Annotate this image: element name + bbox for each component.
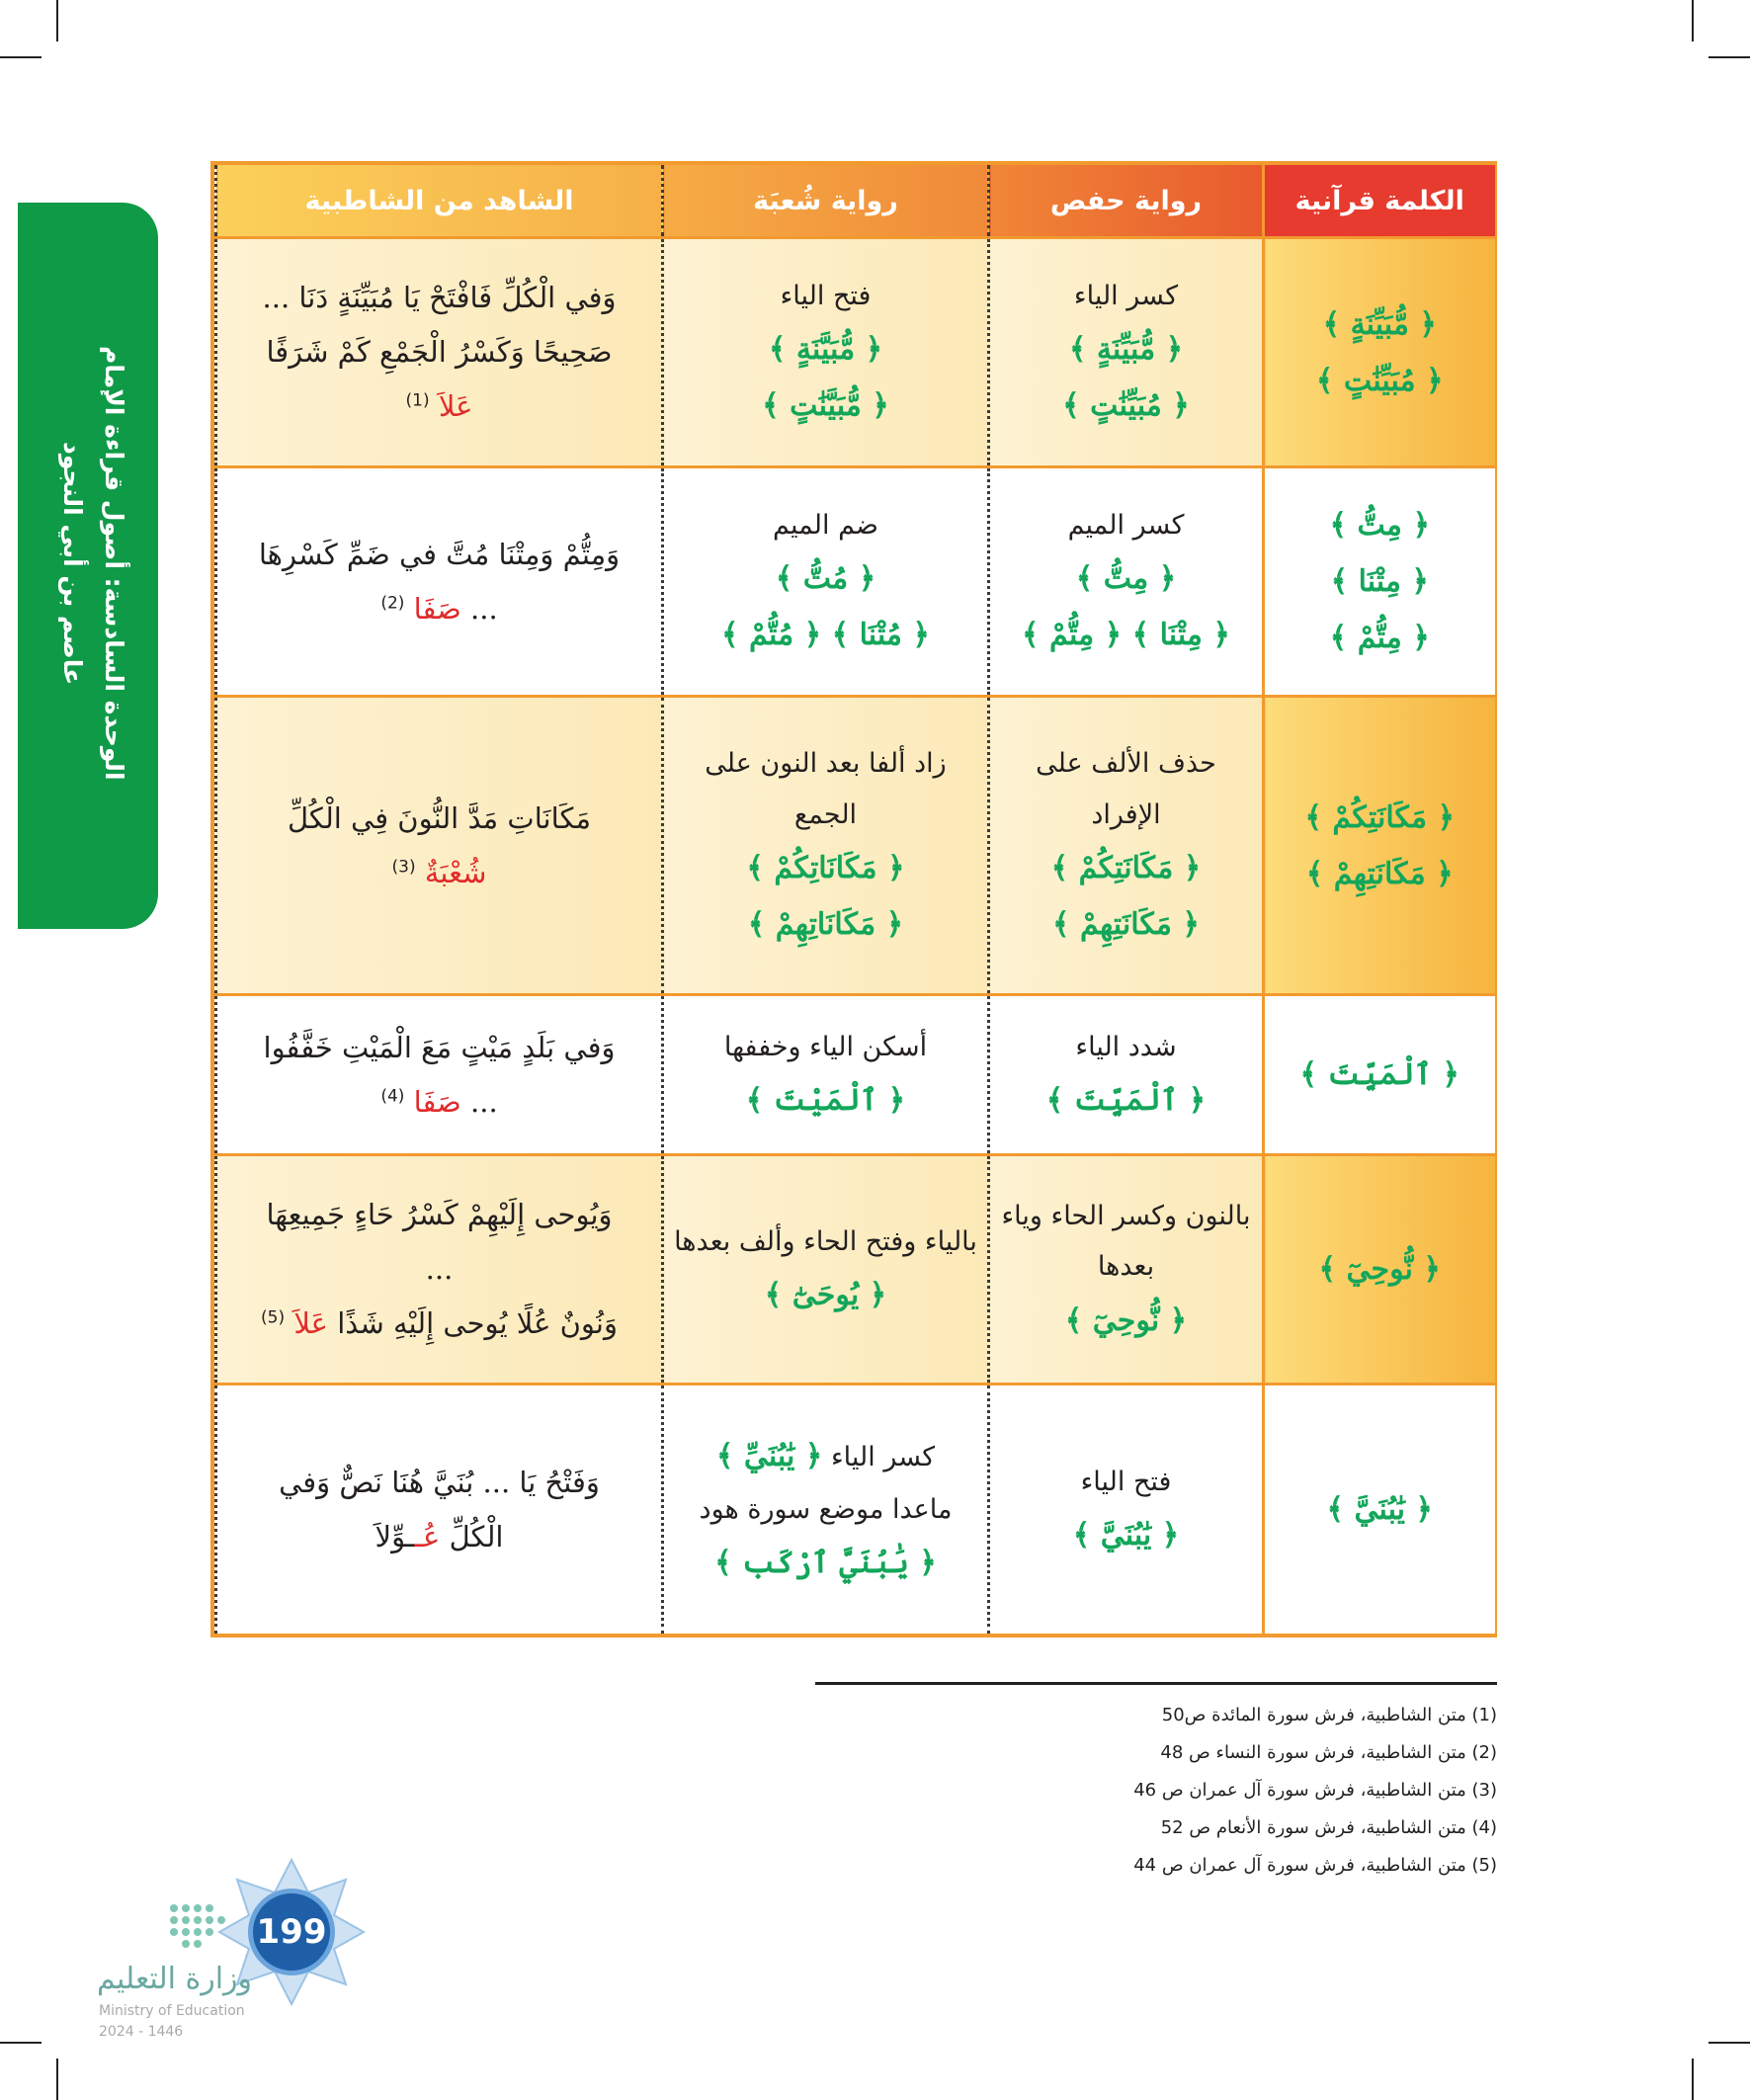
footnote: (2) متن الشاطبية، فرش سورة النساء ص 48 xyxy=(1160,1742,1497,1763)
crop-mark xyxy=(1708,2042,1750,2044)
quranic-word-cell xyxy=(1264,467,1495,697)
shuba-rule: ضم الميم xyxy=(773,509,878,541)
quranic-word: ﴿ مَكَانَتِهِمْ ﴾ xyxy=(1305,856,1454,891)
table-row xyxy=(216,238,1495,467)
hafs-word: ﴿ مُّبَيِّنَةٍ ﴾ xyxy=(1068,332,1184,368)
footnote-ref: (3) xyxy=(391,857,416,878)
shuba-word: ﴿ مَكَانَاتِكُمْ ﴾ xyxy=(746,851,905,885)
shuba-cell xyxy=(663,995,989,1155)
hafs-rule: فتح الياء xyxy=(1080,1466,1172,1497)
hafs-word: ﴿ مِتُّ ﴾ xyxy=(1075,561,1177,597)
footnote: (3) متن الشاطبية، فرش سورة آل عمران ص 46 xyxy=(1133,1780,1497,1801)
verse-text: وَنُونٌ عُلًا يُوحى إِلَيْهِ شَذًا xyxy=(337,1306,618,1341)
shuba-rule-line xyxy=(672,1428,979,1484)
quranic-word: ﴿ نُّوحِيٓ ﴾ xyxy=(1318,1252,1441,1288)
verse-code-word: شُعْبَةٌ xyxy=(424,855,487,889)
verse-ellipsis: ... xyxy=(470,1084,498,1119)
crop-mark xyxy=(0,56,42,58)
unit-title-line1: الوحدة السادسة: أصول قراءة الإمام xyxy=(100,346,128,781)
hafs-cell xyxy=(989,1155,1264,1385)
shatibiyya-cell xyxy=(216,238,663,467)
verse-line: مَكَانَاتِ مَدَّ النُّونَ فِي الْكُلِّ xyxy=(287,800,592,835)
shatibiyya-cell xyxy=(216,1155,663,1385)
quranic-word: ﴿ ٱلْمَيِّتَ ﴾ xyxy=(1299,1057,1459,1093)
shuba-word: ﴿ يَٰبُنَيَّ ٱرْكَب ﴾ xyxy=(714,1546,937,1581)
quranic-word-cell xyxy=(1264,995,1495,1155)
shuba-cell xyxy=(663,697,989,995)
shuba-cell xyxy=(663,467,989,697)
quranic-word: ﴿ مُبَيِّنَٰتٍ ﴾ xyxy=(1315,363,1444,398)
verse-line: صَحِيحًا وَكَسْرُ الْجَمْعِ كَمْ شَرَفًا xyxy=(266,334,613,369)
shatibiyya-cell xyxy=(216,995,663,1155)
shuba-rule: أسكن الياء وخففها xyxy=(723,1031,928,1062)
shuba-cell xyxy=(663,238,989,467)
quranic-word: ﴿ مُّبَيِّنَةٍ ﴾ xyxy=(1322,306,1437,342)
unit-title-line2: عاصم بن أبي النجود xyxy=(58,441,87,686)
verse-line: ... xyxy=(425,1252,454,1287)
quranic-word: ﴿ مَكَانَتِكُمْ ﴾ xyxy=(1304,799,1456,835)
page-number: 199 xyxy=(253,1893,330,1971)
table-row xyxy=(216,995,1495,1155)
hafs-word: ﴿ مُبَيِّنَٰتٍ ﴾ xyxy=(1062,388,1190,424)
ministry-logo-icon xyxy=(168,1902,237,1952)
verse-line xyxy=(225,846,653,900)
verse-code-word: صَفَا xyxy=(413,1084,461,1119)
footnote: (1) متن الشاطبية، فرش سورة المائدة ص50 xyxy=(1161,1705,1497,1725)
hafs-rule: شدد الياء xyxy=(1075,1031,1177,1062)
quranic-word: ﴿ مِتُّ ﴾ xyxy=(1329,508,1431,544)
hafs-word: ﴿ مِتْنَا ﴾ ﴿ مِتُّمْ ﴾ xyxy=(1022,618,1230,653)
hafs-word: ﴿ نُّوحِيٓ ﴾ xyxy=(1064,1302,1188,1338)
hafs-rule: كسر الميم xyxy=(1067,509,1185,541)
verse-code-word: عَلاَ xyxy=(438,389,473,424)
header-shatibiyya: الشاهد من الشاطبية xyxy=(216,165,663,238)
verse-line xyxy=(225,582,653,636)
shuba-word: ﴿ مُتْنَا ﴾ ﴿ مُتُّمْ ﴾ xyxy=(721,618,930,653)
shatibiyya-cell xyxy=(216,467,663,697)
table-row xyxy=(216,467,1495,697)
crop-mark xyxy=(56,2058,58,2100)
header-shuba: رواية شُعبَة xyxy=(663,165,989,238)
verse-ellipsis: ... xyxy=(470,591,498,626)
quranic-word-cell xyxy=(1264,238,1495,467)
hafs-cell xyxy=(989,238,1264,467)
crop-mark xyxy=(1708,56,1750,58)
hafs-word: ﴿ مَكَانَتِهِمْ ﴾ xyxy=(1051,907,1201,942)
table-row xyxy=(216,1385,1495,1634)
hafs-rule: بالنون وكسر الحاء وياء بعدها xyxy=(1001,1201,1251,1283)
table-header-row xyxy=(216,165,1495,238)
shuba-word: ﴿ يُوحَىٰٓ ﴾ xyxy=(764,1277,887,1312)
verse-line xyxy=(225,379,653,434)
verse-line xyxy=(225,1075,653,1130)
table-row xyxy=(216,1155,1495,1385)
unit-title xyxy=(45,227,134,899)
shuba-cell xyxy=(663,1155,989,1385)
shuba-rule: زاد ألفا بعد النون على الجمع xyxy=(705,748,947,830)
shuba-rule: كسر الياء xyxy=(830,1442,936,1473)
shuba-exception: ماعدا موضع سورة هود xyxy=(699,1494,953,1526)
verse-line: وَفي الْكُلِّ فَافْتَحْ يَا مُبَيِّنَةٍ دَنَا ... xyxy=(262,280,617,314)
verse-line: وَفي بَلَدٍ مَيْتٍ مَعَ الْمَيْتِ خَفَّفُوا xyxy=(263,1030,616,1064)
footnote-rule xyxy=(815,1682,1497,1685)
shuba-rule: فتح الياء xyxy=(780,280,872,311)
footnote-ref: (2) xyxy=(380,592,405,613)
shuba-rule: بالياء وفتح الحاء وألف بعدها xyxy=(674,1225,977,1257)
hafs-cell xyxy=(989,697,1264,995)
table-row xyxy=(216,697,1495,995)
ministry-name-ar: وزارة التعليم xyxy=(97,1962,253,1996)
crop-mark xyxy=(1692,0,1694,42)
shuba-word: ﴿ مُتُّ ﴾ xyxy=(775,561,876,597)
verse-text: ـوِّلاَ xyxy=(375,1519,415,1554)
shuba-word: ﴿ مَكَانَاتِهِمْ ﴾ xyxy=(747,907,904,942)
verse-line xyxy=(225,1297,653,1351)
hafs-cell xyxy=(989,1385,1264,1634)
hafs-word: ﴿ مَكَانَتِكُمْ ﴾ xyxy=(1050,851,1202,885)
footnote-ref: (5) xyxy=(261,1307,286,1328)
quranic-word: ﴿ يَٰبُنَيَّ ﴾ xyxy=(1326,1492,1433,1528)
verse-code-word: عُـ xyxy=(414,1519,441,1554)
hafs-cell xyxy=(989,467,1264,697)
header-quranic-word: الكلمة قرآنية xyxy=(1264,165,1495,238)
verse-line: وَيُوحى إِلَيْهِمْ كَسْرُ حَاءٍ جَمِيعِهَا xyxy=(266,1198,613,1232)
quranic-word-cell xyxy=(1264,697,1495,995)
hafs-word: ﴿ ٱلْمَيِّتَ ﴾ xyxy=(1045,1082,1207,1118)
crop-mark xyxy=(1692,2058,1694,2100)
quranic-word-cell xyxy=(1264,1155,1495,1385)
verse-line: وَفَتْحُ يَا ... بُنَيَّ هُنَا نَصٌّ وَفي xyxy=(279,1465,600,1499)
shatibiyya-cell xyxy=(216,1385,663,1634)
quranic-word: ﴿ مِتُّمْ ﴾ xyxy=(1329,621,1430,656)
shuba-word: ﴿ مُّبَيَّنَٰتٍ ﴾ xyxy=(762,388,889,424)
verse-line: وَمِتُّمْ وَمِتْنَا مُتَّ في ضَمِّ كَسْرِهَا xyxy=(258,537,621,571)
shuba-cell xyxy=(663,1385,989,1634)
footnote: (5) متن الشاطبية، فرش سورة آل عمران ص 44 xyxy=(1133,1855,1497,1876)
verse-line xyxy=(225,1510,653,1564)
qiraat-comparison-table xyxy=(210,161,1497,1638)
shuba-word: ﴿ ٱلْمَيْتَ ﴾ xyxy=(745,1082,906,1118)
ministry-name-en: Ministry of Education xyxy=(99,2003,245,2019)
edition-year: 2024 - 1446 xyxy=(99,2024,184,2040)
footnote-ref: (1) xyxy=(405,390,430,411)
crop-mark xyxy=(56,0,58,42)
verse-text: الْكُلِّ xyxy=(449,1519,504,1554)
verse-code-word: عَلاَ xyxy=(293,1306,328,1341)
header-hafs: رواية حفص xyxy=(989,165,1264,238)
footnote-ref: (4) xyxy=(380,1086,405,1107)
footnote: (4) متن الشاطبية، فرش سورة الأنعام ص 52 xyxy=(1160,1817,1497,1838)
quranic-word-cell xyxy=(1264,1385,1495,1634)
footnotes xyxy=(1133,1697,1497,1885)
hafs-rule: كسر الياء xyxy=(1073,280,1179,311)
verse-code-word: صَفَا xyxy=(413,591,461,626)
hafs-rule: حذف الألف على الإفراد xyxy=(1036,748,1216,830)
hafs-cell xyxy=(989,995,1264,1155)
quranic-word: ﴿ مِتْنَا ﴾ xyxy=(1330,564,1429,600)
shuba-word: ﴿ مُّبَيَّنَةٍ ﴾ xyxy=(768,332,883,368)
hafs-word: ﴿ يَٰبُنَيَّ ﴾ xyxy=(1072,1517,1180,1553)
shuba-word: ﴿ يَٰبُنَيِّ ﴾ xyxy=(715,1439,823,1474)
shatibiyya-cell xyxy=(216,697,663,995)
crop-mark xyxy=(0,2042,42,2044)
